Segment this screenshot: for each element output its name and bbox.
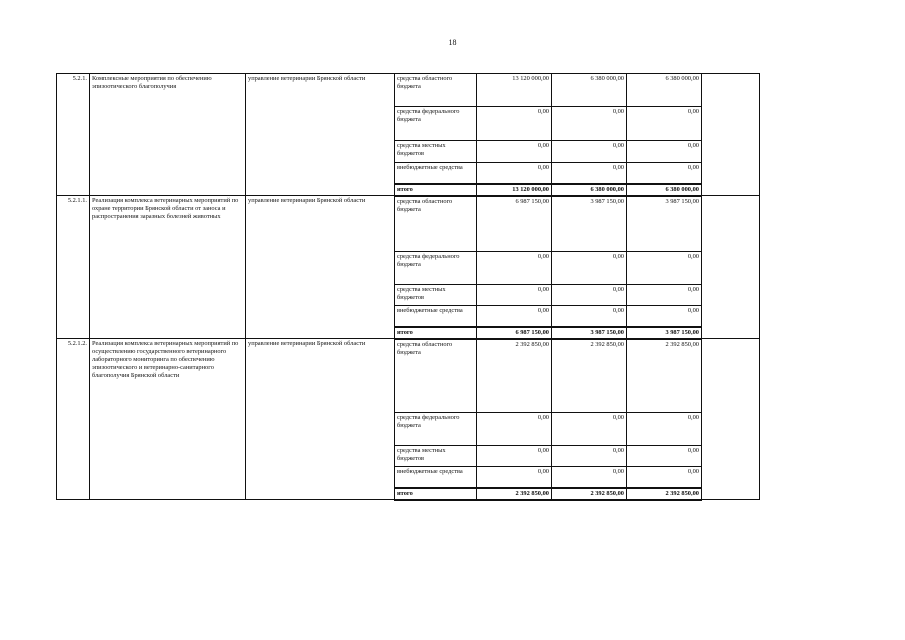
funding-source: средства местных бюджетов [395,285,477,306]
funding-source: средства федерального бюджета [395,107,477,141]
funding-source: средства федерального бюджета [395,252,477,285]
executor: управление ветеринарии Брянской области [246,196,395,339]
amount-2: 2 392 850,00 [552,339,627,413]
total-label: итого [395,184,477,196]
total-label: итого [395,488,477,500]
total-label: итого [395,327,477,339]
funding-source: средства областного бюджета [395,339,477,413]
amount-3: 0,00 [627,141,702,163]
measure-code: 5.2.1.1. [57,196,90,339]
funding-source: средства местных бюджетов [395,446,477,467]
amount-3: 0,00 [627,467,702,488]
amount-1: 0,00 [477,446,552,467]
funding-source: внебюджетные средства [395,467,477,488]
amount-1: 0,00 [477,141,552,163]
amount-2: 0,00 [552,306,627,327]
amount-3: 2 392 850,00 [627,339,702,413]
amount-3: 0,00 [627,285,702,306]
total-amount-1: 13 120 000,00 [477,184,552,196]
total-amount-1: 6 987 150,00 [477,327,552,339]
amount-3: 0,00 [627,107,702,141]
amount-2: 0,00 [552,413,627,446]
budget-table [56,73,760,501]
funding-source: внебюджетные средства [395,163,477,184]
amount-2: 0,00 [552,446,627,467]
amount-3: 3 987 150,00 [627,196,702,252]
empty-cell [702,196,760,339]
table-row [57,74,760,107]
amount-2: 0,00 [552,285,627,306]
total-amount-1: 2 392 850,00 [477,488,552,500]
page-number: 18 [448,38,457,47]
funding-source: средства федерального бюджета [395,413,477,446]
empty-cell [702,74,760,196]
amount-2: 0,00 [552,141,627,163]
amount-3: 0,00 [627,252,702,285]
measure-name: Реализация комплекса ветеринарных мероприятий по осуществлению государственного ветеринарного лабораторного мониторинга по обеспечению эпизоотического и ветеринарно-санитарного благополучия Брянской области [90,339,246,500]
executor: управление ветеринарии Брянской области [246,339,395,500]
amount-3: 0,00 [627,413,702,446]
total-amount-2: 3 987 150,00 [552,327,627,339]
amount-2: 6 380 000,00 [552,74,627,107]
executor: управление ветеринарии Брянской области [246,74,395,196]
amount-2: 0,00 [552,107,627,141]
total-amount-2: 2 392 850,00 [552,488,627,500]
measure-name: Реализация комплекса ветеринарных мероприятий по охране территории Брянской области от заноса и распространения заразных болезней животных [90,196,246,339]
amount-2: 3 987 150,00 [552,196,627,252]
total-amount-3: 3 987 150,00 [627,327,702,339]
measure-name: Комплексные мероприятия по обеспечению эпизоотического благополучия [90,74,246,196]
table-row [57,339,760,413]
funding-source: средства областного бюджета [395,196,477,252]
amount-2: 0,00 [552,252,627,285]
total-amount-3: 6 380 000,00 [627,184,702,196]
amount-1: 0,00 [477,252,552,285]
amount-1: 13 120 000,00 [477,74,552,107]
table-row [57,196,760,252]
measure-code: 5.2.1. [57,74,90,196]
amount-1: 6 987 150,00 [477,196,552,252]
total-amount-3: 2 392 850,00 [627,488,702,500]
amount-1: 2 392 850,00 [477,339,552,413]
amount-2: 0,00 [552,163,627,184]
funding-source: внебюджетные средства [395,306,477,327]
amount-3: 0,00 [627,163,702,184]
amount-1: 0,00 [477,467,552,488]
amount-3: 0,00 [627,446,702,467]
funding-source: средства областного бюджета [395,74,477,107]
amount-3: 0,00 [627,306,702,327]
total-amount-2: 6 380 000,00 [552,184,627,196]
amount-1: 0,00 [477,306,552,327]
amount-1: 0,00 [477,413,552,446]
amount-1: 0,00 [477,163,552,184]
amount-1: 0,00 [477,285,552,306]
amount-3: 6 380 000,00 [627,74,702,107]
amount-1: 0,00 [477,107,552,141]
empty-cell [702,339,760,500]
amount-2: 0,00 [552,467,627,488]
funding-source: средства местных бюджетов [395,141,477,163]
measure-code: 5.2.1.2. [57,339,90,500]
